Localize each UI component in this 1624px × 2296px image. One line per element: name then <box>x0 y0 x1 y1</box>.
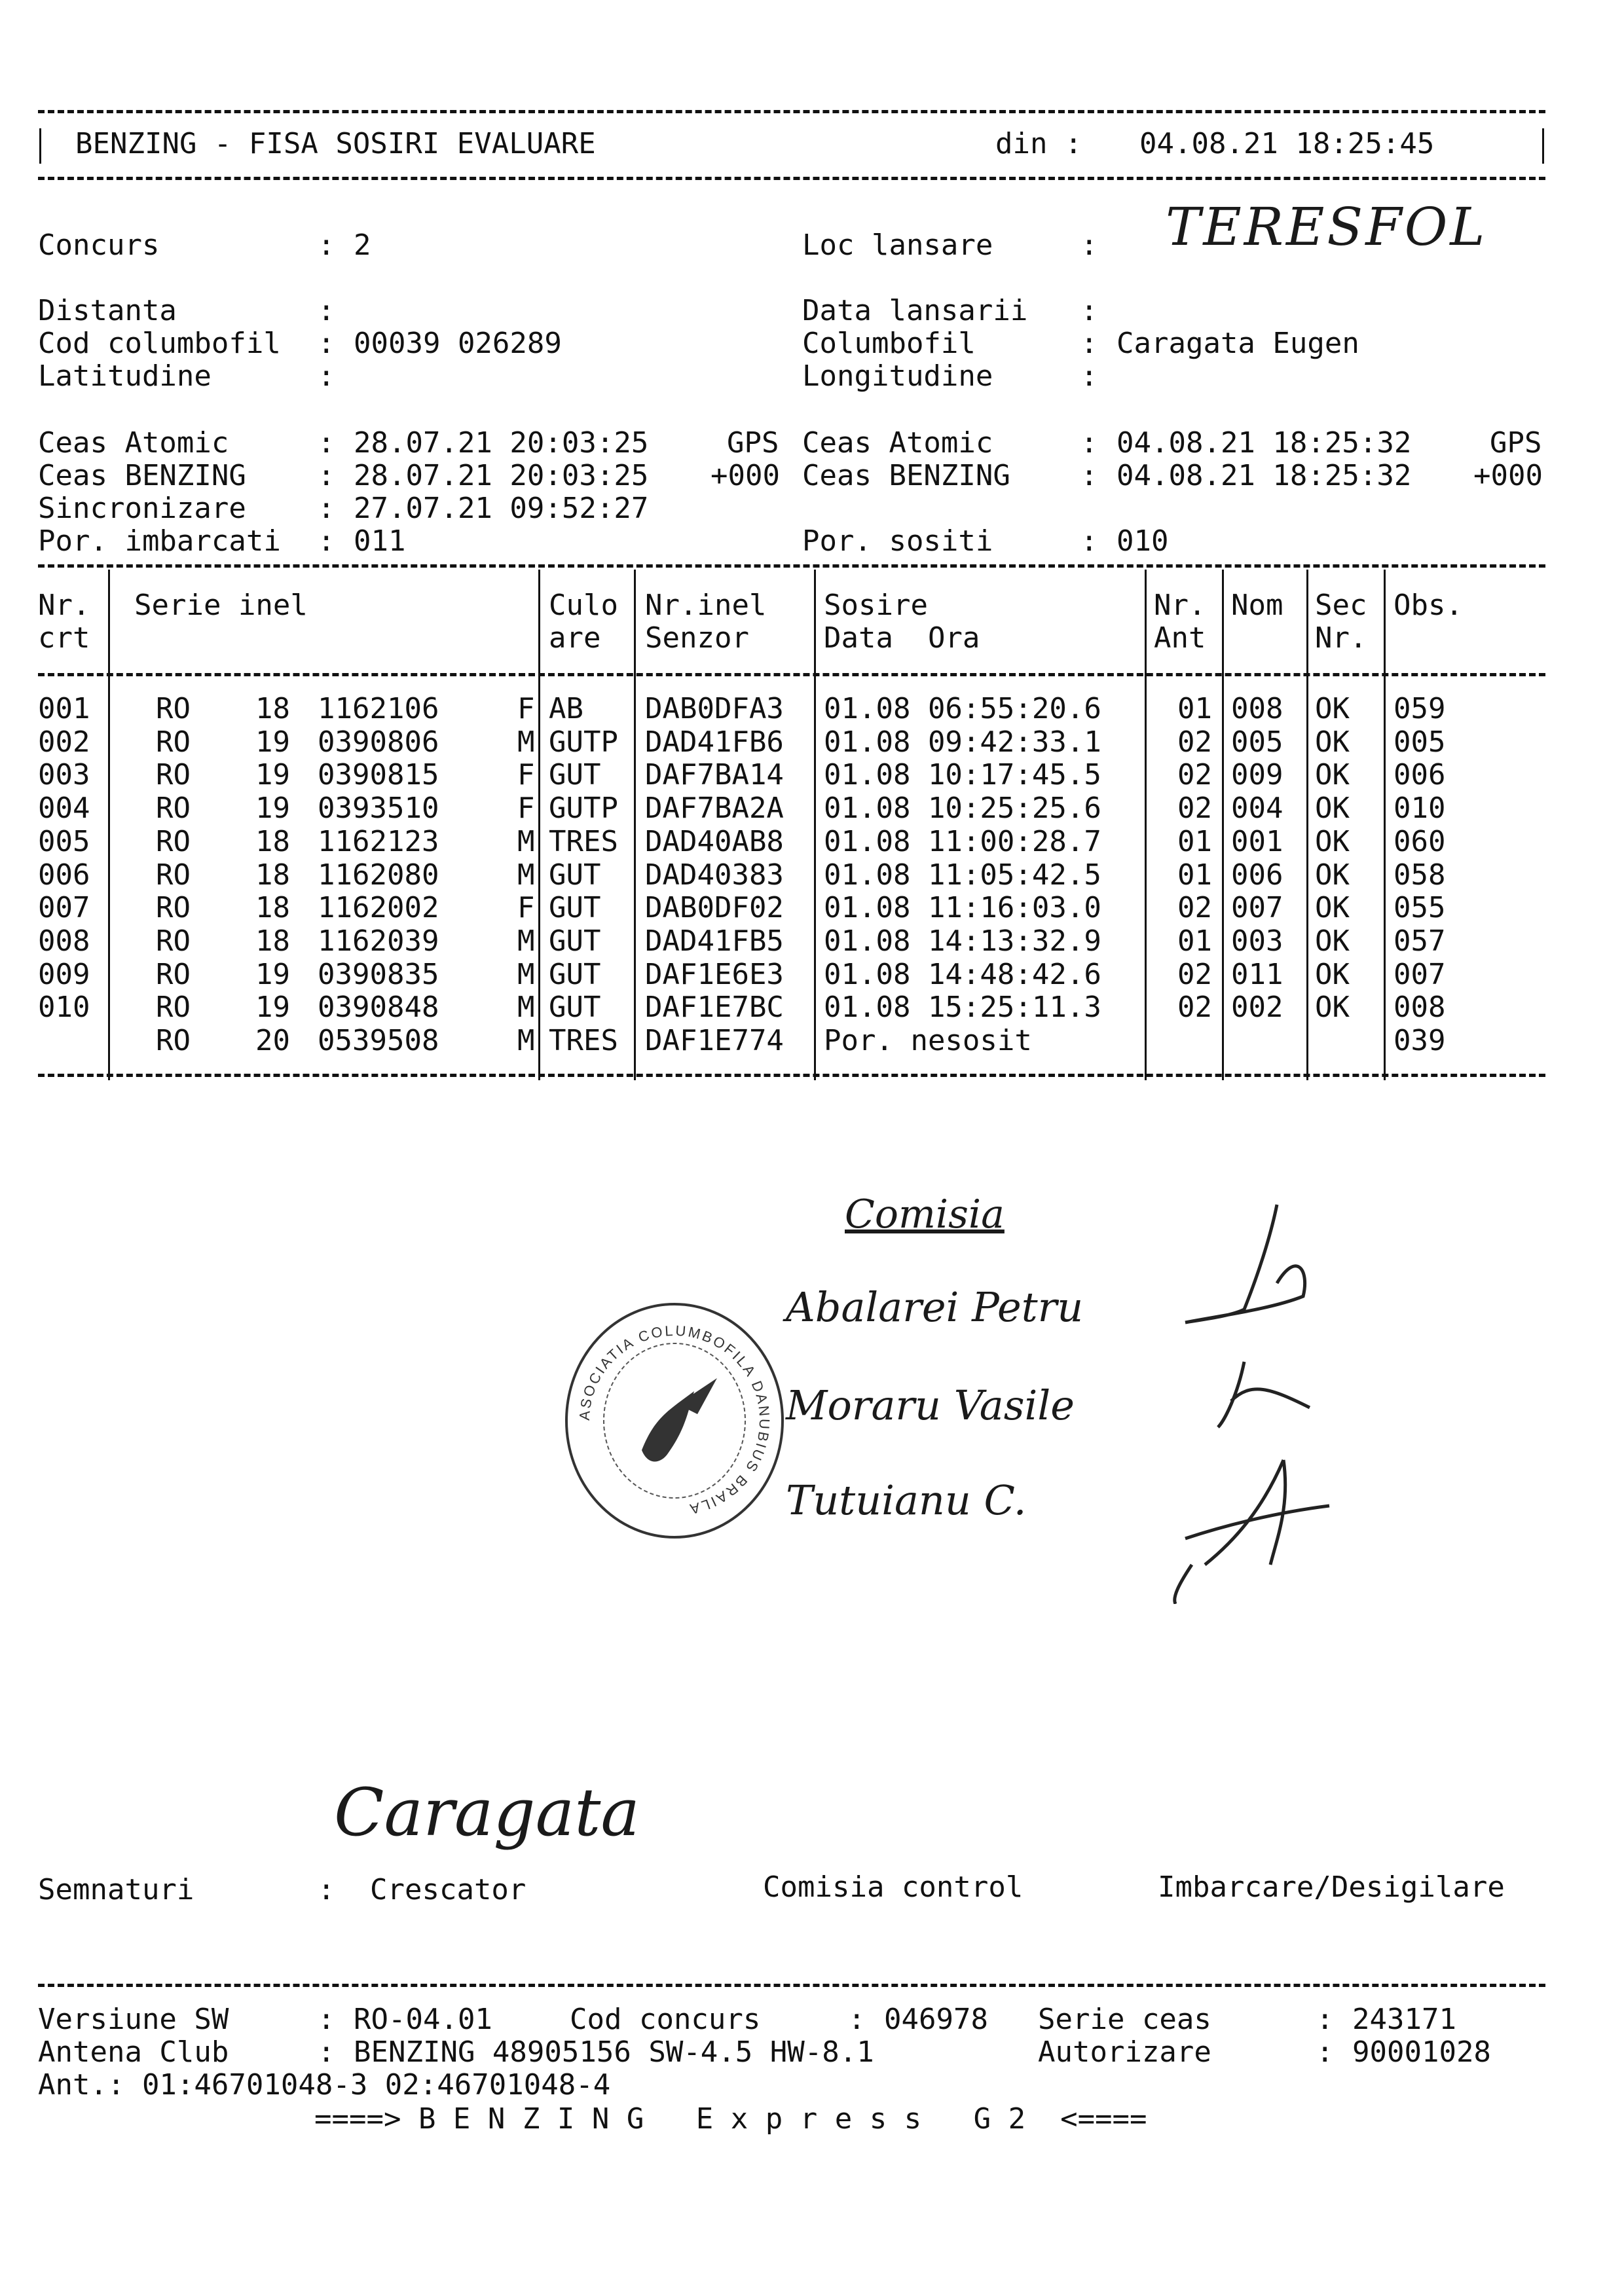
cell-country: RO <box>156 958 191 991</box>
loc-lansare-label: Loc lansare <box>802 228 993 262</box>
cell-nom: 003 <box>1231 924 1283 958</box>
header-obs: Obs. <box>1393 589 1463 622</box>
cell-country: RO <box>156 692 191 725</box>
cell-nom: 009 <box>1231 758 1283 792</box>
cell-sex: M <box>517 924 535 958</box>
cell-sensor: DAB0DF02 <box>645 891 784 924</box>
colon: : <box>1080 327 1098 360</box>
cell-nr: 007 <box>38 891 90 924</box>
cell-nom: 004 <box>1231 792 1283 825</box>
cell-nom: 002 <box>1231 991 1283 1024</box>
data-lansarii-label: Data lansarii <box>802 294 1028 327</box>
cell-obs: 057 <box>1393 924 1446 958</box>
benzing-banner: ====> B E N Z I N G E x p r e s s G 2 <==== <box>314 2102 1147 2136</box>
cell-obs: 006 <box>1393 758 1446 792</box>
cell-sec: OK <box>1315 792 1350 825</box>
cell-ring: 0393510 <box>318 792 439 825</box>
cell-sensor: DAD40AB8 <box>645 825 784 858</box>
commission-signatures <box>1113 1198 1388 1604</box>
colon: : <box>318 359 335 393</box>
cell-nom: 006 <box>1231 858 1283 892</box>
cell-sensor: DAB0DFA3 <box>645 692 784 725</box>
header-sec: Sec <box>1315 589 1367 622</box>
ceas-benzing-right-value: 04.08.21 18:25:32 <box>1116 459 1412 492</box>
cell-sex: F <box>517 692 535 725</box>
header-nom: Nom <box>1231 589 1283 622</box>
ceas-benzing-suffix: +000 <box>710 459 780 492</box>
cell-nom: 001 <box>1231 825 1283 858</box>
header-nr-inel: Nr.inel <box>645 589 767 622</box>
header-culoare: Culo <box>549 589 618 622</box>
colon: : <box>318 524 335 558</box>
ceas-atomic-right-value: 04.08.21 18:25:32 <box>1116 426 1412 460</box>
header-nr: Nr. <box>38 589 90 622</box>
cell-arrival: 01.08 10:25:25.6 <box>824 792 1101 825</box>
cell-sensor: DAD41FB5 <box>645 924 784 958</box>
cell-nr: 002 <box>38 725 90 759</box>
colon: : <box>318 492 335 525</box>
por-sositi-label: Por. sositi <box>802 524 993 558</box>
cell-color: GUTP <box>549 792 618 825</box>
cell-arrival: 01.08 11:05:42.5 <box>824 858 1101 892</box>
sincronizare-value: 27.07.21 09:52:27 <box>354 492 649 525</box>
latitudine-label: Latitudine <box>38 359 212 393</box>
cell-sex: M <box>517 958 535 991</box>
commission-member-2: Moraru Vasile <box>786 1381 1075 1429</box>
cell-obs: 005 <box>1393 725 1446 759</box>
cell-sex: M <box>517 858 535 892</box>
cell-sex: M <box>517 825 535 858</box>
cell-sec: OK <box>1315 991 1350 1024</box>
cell-sec: OK <box>1315 692 1350 725</box>
cell-color: GUT <box>549 991 601 1024</box>
cell-year: 19 <box>255 758 290 792</box>
por-imbarcati-label: Por. imbarcati <box>38 524 281 558</box>
ceas-benzing-value: 28.07.21 20:03:25 <box>354 459 649 492</box>
cell-sex: M <box>517 725 535 759</box>
ceas-atomic-right-suffix: GPS <box>1490 426 1542 460</box>
colon: : <box>1080 228 1098 262</box>
cell-ring: 1162039 <box>318 924 439 958</box>
cell-sec: OK <box>1315 858 1350 892</box>
cell-obs: 010 <box>1393 792 1446 825</box>
column-separator <box>1384 570 1386 1080</box>
cell-antenna: 01 <box>1177 858 1212 892</box>
cell-ring: 0390835 <box>318 958 439 991</box>
header-senzor: Senzor <box>645 621 749 655</box>
semnaturi-label: Semnaturi <box>38 1873 194 1906</box>
report-date: 04.08.21 18:25:45 <box>1139 127 1435 160</box>
cell-nr: 010 <box>38 991 90 1024</box>
cell-sec: OK <box>1315 725 1350 759</box>
cell-color: GUT <box>549 958 601 991</box>
column-separator <box>814 570 816 1080</box>
cell-obs: 055 <box>1393 891 1446 924</box>
serie-ceas-label: Serie ceas <box>1038 2003 1211 2036</box>
colon: : <box>318 327 335 360</box>
cod-columbofil-label: Cod columbofil <box>38 327 281 360</box>
cell-sensor: DAD41FB6 <box>645 725 784 759</box>
crescator-signature: Caragata <box>334 1774 640 1851</box>
cell-arrival: 01.08 14:48:42.6 <box>824 958 1101 991</box>
cell-ring: 0539508 <box>318 1024 439 1057</box>
cell-antenna: 02 <box>1177 891 1212 924</box>
cell-sec: OK <box>1315 825 1350 858</box>
header-nr-ant: Nr. <box>1154 589 1206 622</box>
cell-obs: 060 <box>1393 825 1446 858</box>
cell-color: GUT <box>549 891 601 924</box>
cell-sec: OK <box>1315 924 1350 958</box>
autorizare-label: Autorizare <box>1038 2035 1211 2069</box>
colon: : <box>1080 426 1098 460</box>
distanta-label: Distanta <box>38 294 177 327</box>
ceas-atomic-label: Ceas Atomic <box>38 426 229 460</box>
cell-ring: 1162002 <box>318 891 439 924</box>
cell-sensor: DAF1E7BC <box>645 991 784 1024</box>
ceas-atomic-suffix: GPS <box>727 426 779 460</box>
concurs-label: Concurs <box>38 228 160 262</box>
colon: : <box>318 2035 335 2069</box>
cell-year: 20 <box>255 1024 290 1057</box>
cell-country: RO <box>156 725 191 759</box>
cell-nr: 005 <box>38 825 90 858</box>
por-imbarcati-value: 011 <box>354 524 406 558</box>
cell-country: RO <box>156 792 191 825</box>
cell-arrival: Por. nesosit <box>824 1024 1032 1057</box>
colon: : <box>1080 524 1098 558</box>
cell-nom: 007 <box>1231 891 1283 924</box>
header-sosire: Sosire <box>824 589 928 622</box>
colon: : <box>318 2003 335 2036</box>
cell-sex: F <box>517 758 535 792</box>
cell-ring: 1162106 <box>318 692 439 725</box>
footer-rule <box>38 1984 1545 1987</box>
cell-country: RO <box>156 825 191 858</box>
report-date-label: din : <box>995 127 1082 160</box>
signature-mark-2 <box>1218 1362 1310 1427</box>
cell-ring: 1162123 <box>318 825 439 858</box>
cell-antenna: 02 <box>1177 991 1212 1024</box>
colon: : <box>1316 2035 1334 2069</box>
cell-color: AB <box>549 692 583 725</box>
cell-year: 19 <box>255 958 290 991</box>
cell-country: RO <box>156 858 191 892</box>
cell-nr: 009 <box>38 958 90 991</box>
cell-year: 18 <box>255 858 290 892</box>
cell-year: 18 <box>255 924 290 958</box>
cell-arrival: 01.08 10:17:45.5 <box>824 758 1101 792</box>
colon: : <box>1080 459 1098 492</box>
header-sec-line2: Nr. <box>1315 621 1367 655</box>
cell-color: GUTP <box>549 725 618 759</box>
cod-columbofil-value: 00039 026289 <box>354 327 562 360</box>
signature-mark-3 <box>1175 1460 1329 1604</box>
columbofil-label: Columbofil <box>802 327 976 360</box>
cell-arrival: 01.08 06:55:20.6 <box>824 692 1101 725</box>
cell-obs: 039 <box>1393 1024 1446 1057</box>
cell-nom: 005 <box>1231 725 1283 759</box>
cell-color: TRES <box>549 825 618 858</box>
concurs-value: 2 <box>354 228 371 262</box>
cell-color: GUT <box>549 858 601 892</box>
table-bottom-rule <box>38 1074 1545 1077</box>
cell-sensor: DAD40383 <box>645 858 784 892</box>
table-header-rule <box>38 673 1545 676</box>
club-stamp <box>563 1300 786 1542</box>
cell-color: GUT <box>549 758 601 792</box>
header-serie-inel: Serie inel <box>134 589 308 622</box>
cell-nr: 008 <box>38 924 90 958</box>
cell-arrival: 01.08 14:13:32.9 <box>824 924 1101 958</box>
header-nr-line2: crt <box>38 621 90 655</box>
cell-antenna: 02 <box>1177 958 1212 991</box>
cell-country: RO <box>156 1024 191 1057</box>
cell-sensor: DAF7BA2A <box>645 792 784 825</box>
versiune-sw-label: Versiune SW <box>38 2003 229 2036</box>
header-culoare-line2: are <box>549 621 601 655</box>
cell-sensor: DAF7BA14 <box>645 758 784 792</box>
cell-country: RO <box>156 991 191 1024</box>
header-nr-ant-line2: Ant <box>1154 621 1206 655</box>
cell-year: 19 <box>255 725 290 759</box>
report-title: BENZING - FISA SOSIRI EVALUARE <box>75 127 596 160</box>
colon: : <box>1080 294 1098 327</box>
loc-lansare-handwritten: TERESFOL <box>1166 196 1488 257</box>
cell-year: 19 <box>255 792 290 825</box>
cell-color: GUT <box>549 924 601 958</box>
stamp-text: ASOCIATIA COLUMBOFILA DANUBIUS BRAILA <box>576 1322 773 1518</box>
colon: : <box>318 426 335 460</box>
cell-sec: OK <box>1315 891 1350 924</box>
cell-nom: 011 <box>1231 958 1283 991</box>
cell-year: 19 <box>255 991 290 1024</box>
ceas-atomic-right-label: Ceas Atomic <box>802 426 993 460</box>
longitudine-label: Longitudine <box>802 359 993 393</box>
cell-ring: 0390815 <box>318 758 439 792</box>
cell-antenna: 01 <box>1177 692 1212 725</box>
columbofil-value: Caragata Eugen <box>1116 327 1359 360</box>
commission-member-3: Tutuianu C. <box>786 1476 1027 1524</box>
cell-arrival: 01.08 09:42:33.1 <box>824 725 1101 759</box>
ceas-benzing-right-suffix: +000 <box>1473 459 1543 492</box>
comisia-control-label: Comisia control <box>763 1870 1024 1904</box>
por-sositi-value: 010 <box>1116 524 1169 558</box>
cell-obs: 007 <box>1393 958 1446 991</box>
column-separator <box>108 570 110 1080</box>
cell-ring: 1162080 <box>318 858 439 892</box>
cell-color: TRES <box>549 1024 618 1057</box>
colon: : <box>318 294 335 327</box>
column-separator <box>1145 570 1147 1080</box>
cell-year: 18 <box>255 891 290 924</box>
column-separator <box>1222 570 1224 1080</box>
antenna-serials: Ant.: 01:46701048-3 02:46701048-4 <box>38 2068 611 2102</box>
column-separator <box>538 570 540 1080</box>
cell-sex: F <box>517 792 535 825</box>
cell-ring: 0390848 <box>318 991 439 1024</box>
cell-nr: 006 <box>38 858 90 892</box>
serie-ceas-value: 243171 <box>1352 2003 1456 2036</box>
crescator-label: Crescator <box>370 1873 526 1906</box>
cell-sec: OK <box>1315 758 1350 792</box>
cell-sex: F <box>517 891 535 924</box>
ceas-atomic-value: 28.07.21 20:03:25 <box>354 426 649 460</box>
cell-country: RO <box>156 758 191 792</box>
commission-heading: Comisia <box>845 1192 1005 1237</box>
antena-club-label: Antena Club <box>38 2035 229 2069</box>
colon: : <box>318 459 335 492</box>
cell-year: 18 <box>255 692 290 725</box>
cell-antenna: 02 <box>1177 792 1212 825</box>
autorizare-value: 90001028 <box>1352 2035 1491 2069</box>
cell-sex: M <box>517 1024 535 1057</box>
signature-mark-1 <box>1185 1205 1305 1322</box>
cell-nr: 004 <box>38 792 90 825</box>
colon: : <box>1080 359 1098 393</box>
cell-obs: 059 <box>1393 692 1446 725</box>
header-data-ora: Data Ora <box>824 621 980 655</box>
cod-concurs-label: Cod concurs <box>570 2003 761 2036</box>
sincronizare-label: Sincronizare <box>38 492 246 525</box>
cell-obs: 058 <box>1393 858 1446 892</box>
cell-sensor: DAF1E6E3 <box>645 958 784 991</box>
cell-sensor: DAF1E774 <box>645 1024 784 1057</box>
versiune-sw-value: RO-04.01 <box>354 2003 492 2036</box>
cell-antenna: 01 <box>1177 825 1212 858</box>
arrivals-table <box>0 0 1624 1113</box>
ceas-benzing-label: Ceas BENZING <box>38 459 246 492</box>
cod-concurs-value: 046978 <box>884 2003 988 2036</box>
cell-country: RO <box>156 924 191 958</box>
cell-antenna: 02 <box>1177 758 1212 792</box>
imbarcare-label: Imbarcare/Desigilare <box>1158 1870 1505 1904</box>
cell-ring: 0390806 <box>318 725 439 759</box>
cell-antenna: 01 <box>1177 924 1212 958</box>
column-separator <box>634 570 636 1080</box>
cell-year: 18 <box>255 825 290 858</box>
antena-club-value: BENZING 48905156 SW-4.5 HW-8.1 <box>354 2035 874 2069</box>
cell-antenna: 02 <box>1177 725 1212 759</box>
colon: : <box>1316 2003 1334 2036</box>
cell-nom: 008 <box>1231 692 1283 725</box>
cell-nr: 001 <box>38 692 90 725</box>
cell-obs: 008 <box>1393 991 1446 1024</box>
commission-member-1: Abalarei Petru <box>786 1283 1084 1331</box>
cell-arrival: 01.08 11:16:03.0 <box>824 891 1101 924</box>
cell-arrival: 01.08 15:25:11.3 <box>824 991 1101 1024</box>
cell-sec: OK <box>1315 958 1350 991</box>
cell-arrival: 01.08 11:00:28.7 <box>824 825 1101 858</box>
column-separator <box>1306 570 1308 1080</box>
colon: : <box>848 2003 866 2036</box>
cell-sex: M <box>517 991 535 1024</box>
cell-country: RO <box>156 891 191 924</box>
ceas-benzing-right-label: Ceas BENZING <box>802 459 1010 492</box>
colon: : <box>318 1873 335 1906</box>
cell-nr: 003 <box>38 758 90 792</box>
colon: : <box>318 228 335 262</box>
